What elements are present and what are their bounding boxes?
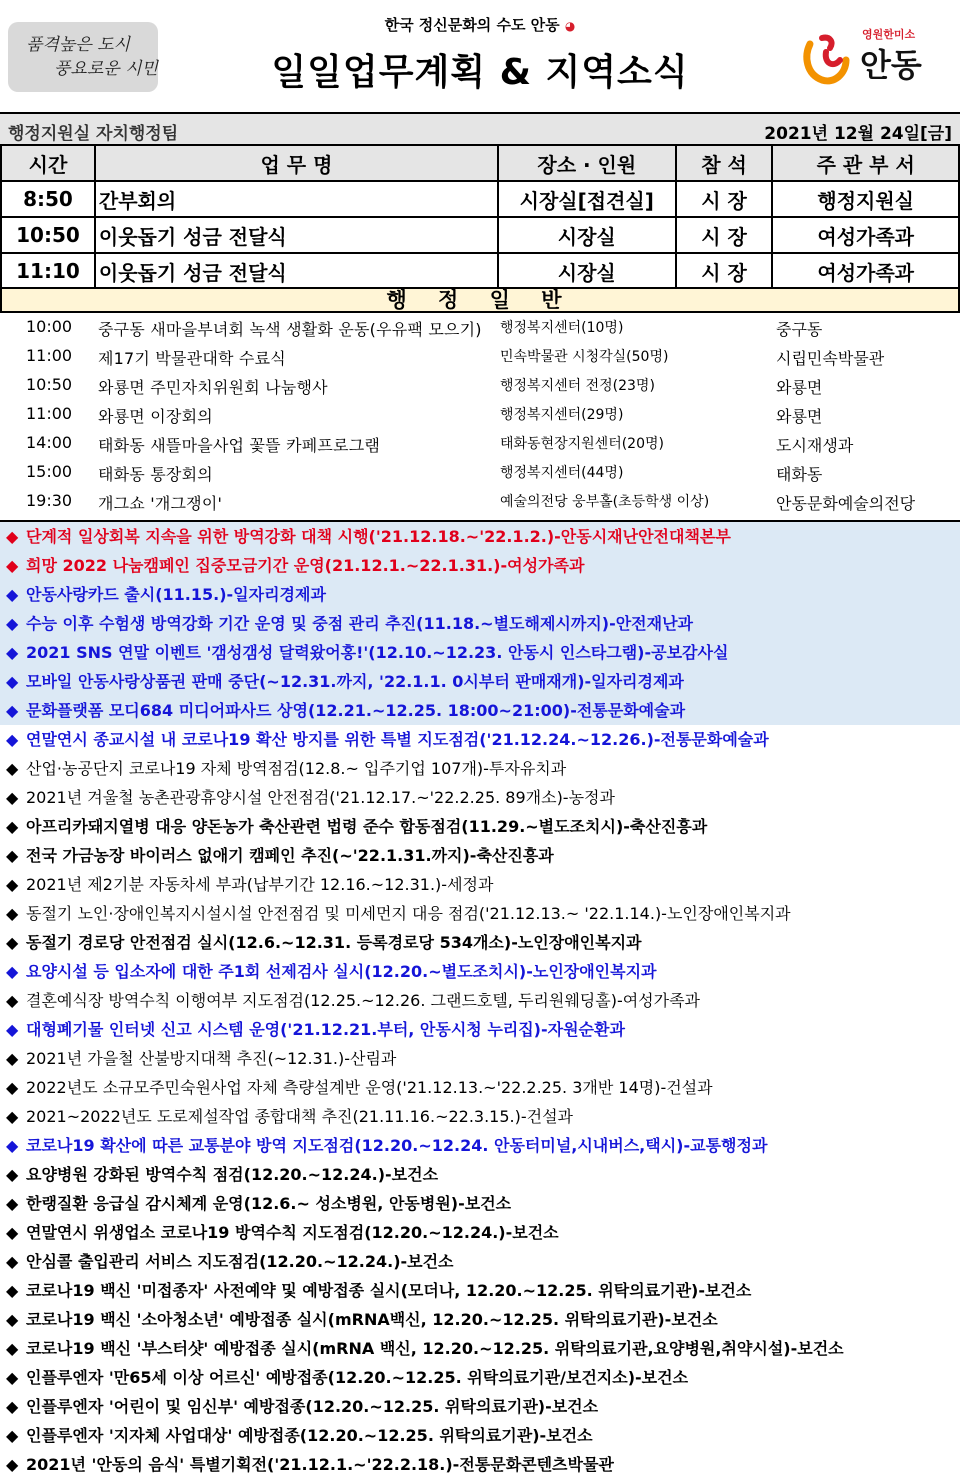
notice-text: 희망 2022 나눔캠페인 집중모금기간 운영(21.12.1.~22.1.31.)-여성가족과: [26, 556, 585, 575]
notice-text: 코로나19 백신 '미접종자' 사전예약 및 예방접종 실시(모더나, 12.20.~12.25. 위탁의료기관)-보건소: [26, 1281, 752, 1300]
schedule-table: [0, 144, 960, 290]
notice-item: [0, 783, 960, 812]
notice-text: 안심콜 출입관리 서비스 지도점검(12.20.~12.24.)-보건소: [26, 1252, 454, 1271]
diamond-bullet-icon: ◆: [6, 1136, 19, 1155]
notice-item: [0, 1044, 960, 1073]
diamond-bullet-icon: ◆: [6, 817, 19, 836]
schedule-row: [1, 253, 959, 289]
schedule-row: [1, 181, 959, 217]
notice-item: [0, 725, 960, 754]
diamond-bullet-icon: ◆: [6, 846, 19, 865]
diamond-bullet-icon: ◆: [6, 875, 19, 894]
schedule-header-row: [1, 145, 959, 181]
diamond-bullet-icon: ◆: [6, 1049, 19, 1068]
diamond-bullet-icon: ◆: [6, 643, 19, 662]
andong-logo-icon: [800, 30, 852, 86]
notice-text: 산업·농공단지 코로나19 자체 방역점검(12.8.~ 입주기업 107개)-투자유치과: [26, 759, 567, 778]
notice-text: 수능 이후 수험생 방역강화 기간 운영 및 중점 관리 추진(11.18.~별도해제시까지)-안전재난과: [26, 614, 693, 633]
schedule-dept: 여성가족과: [772, 253, 959, 289]
diamond-bullet-icon: ◆: [6, 1194, 19, 1213]
notice-item: [0, 1015, 960, 1044]
header-task: 업 무 명: [95, 145, 498, 181]
admin-place: 행정복지센터(10명): [500, 320, 624, 336]
notice-item: [0, 1160, 960, 1189]
notice-text: 대형폐기물 인터넷 신고 시스템 운영('21.12.21.부터, 안동시청 누리집)-자원순환과: [26, 1020, 625, 1039]
admin-dept: 중구동: [776, 320, 823, 339]
notice-text: 코로나19 백신 '소아청소년' 예방접종 실시(mRNA백신, 12.20.~12.25. 위탁의료기관)-보건소: [26, 1310, 718, 1329]
notice-text: 한랭질환 응급실 감시체계 운영(12.6.~ 성소병원, 안동병원)-보건소: [26, 1194, 512, 1213]
diamond-bullet-icon: ◆: [6, 962, 19, 981]
notice-text: 단계적 일상회복 지속을 위한 방역강화 대책 시행('21.12.18.~'22.1.2.)-안동시재난안전대책본부: [26, 527, 731, 546]
admin-dept: 와룡면: [776, 378, 823, 397]
admin-place: 행정복지센터(29명): [500, 407, 624, 423]
diamond-bullet-icon: ◆: [6, 1426, 19, 1445]
notice-text: 인플루엔자 '어린이 및 임신부' 예방접종(12.20.~12.25. 위탁의료기관)-보건소: [26, 1397, 599, 1416]
admin-row: [0, 429, 960, 458]
admin-row: [0, 400, 960, 429]
header-dept: 주 관 부 서: [772, 145, 959, 181]
notice-text: 요양병원 강화된 방역수칙 점검(12.20.~12.24.)-보건소: [26, 1165, 439, 1184]
diamond-bullet-icon: ◆: [6, 1165, 19, 1184]
city-logo: [800, 26, 930, 90]
admin-dept: 와룡면: [776, 407, 823, 426]
diamond-bullet-icon: ◆: [6, 1455, 19, 1474]
admin-name: 와룡면 이장회의: [98, 407, 213, 426]
notice-item: [0, 870, 960, 899]
notice-text: 2021년 가을철 산불방지대책 추진(~12.31.)-산림과: [26, 1049, 397, 1068]
notice-text: 2022년도 소규모주민숙원사업 자체 측량설계반 운영('21.12.13.~'22.2.25. 3개반 14명)-건설과: [26, 1078, 713, 1097]
diamond-bullet-icon: ◆: [6, 1252, 19, 1271]
admin-name: 태화동 새뜰마을사업 꽃뜰 카페프로그램: [98, 436, 381, 455]
header-time: 시간: [1, 145, 95, 181]
logo-city-name: 안동: [860, 46, 922, 84]
schedule-place: 시장실: [498, 217, 676, 253]
admin-time: 19:30: [26, 491, 73, 510]
admin-row: [0, 371, 960, 400]
diamond-bullet-icon: ◆: [6, 672, 19, 691]
admin-row: [0, 458, 960, 487]
admin-time: 11:00: [26, 404, 73, 423]
date-label: 2021년 12월 24일[금]: [764, 124, 952, 144]
notice-text: 2021년 겨울철 농촌관광휴양시설 안전점검('21.12.17.~'22.2.25. 89개소)-농정과: [26, 788, 615, 807]
admin-time: 14:00: [26, 433, 73, 452]
notice-item: [0, 1102, 960, 1131]
notice-item: [0, 986, 960, 1015]
page-title: 일일업무계획 & 지역소식: [271, 52, 689, 93]
notice-item: [0, 1189, 960, 1218]
slogan-line-1: 품격높은 도시: [26, 35, 130, 55]
admin-time: 11:00: [26, 346, 73, 365]
admin-row: [0, 487, 960, 516]
notice-list: [0, 520, 960, 1474]
notice-item: [0, 957, 960, 986]
notice-text: 문화플랫폼 모디684 미디어파사드 상영(12.21.~12.25. 18:00~21:00)-전통문화예술과: [26, 701, 686, 720]
schedule-place: 시장실: [498, 253, 676, 289]
schedule-dept: 행정지원실: [772, 181, 959, 217]
notice-text: 2021~2022년도 도로제설작업 종합대책 추진(21.11.16.~22.3.15.)-건설과: [26, 1107, 574, 1126]
admin-row: [0, 342, 960, 371]
notice-item: [0, 1276, 960, 1305]
header-place: 장소 · 인원: [498, 145, 676, 181]
notice-item: [0, 899, 960, 928]
schedule-time: 11:10: [1, 253, 95, 289]
schedule-place: 시장실[접견실]: [498, 181, 676, 217]
schedule-time: 8:50: [1, 181, 95, 217]
schedule-task: 간부회의: [95, 181, 498, 217]
notice-item: [0, 1450, 960, 1474]
admin-time: 10:00: [26, 317, 73, 336]
diamond-bullet-icon: ◆: [6, 1223, 19, 1242]
notice-item: [0, 1131, 960, 1160]
schedule-task: 이웃돕기 성금 전달식: [95, 217, 498, 253]
diamond-bullet-icon: ◆: [6, 1281, 19, 1300]
diamond-bullet-icon: ◆: [6, 904, 19, 923]
diamond-bullet-icon: ◆: [6, 585, 19, 604]
notice-text: 결혼예식장 방역수칙 이행여부 지도점검(12.25.~12.26. 그랜드호텔, 두리원웨딩홀)-여성가족과: [26, 991, 701, 1010]
notice-text: 연말연시 위생업소 코로나19 방역수칙 지도점검(12.20.~12.24.)-보건소: [26, 1223, 559, 1242]
notice-text: 인플루엔자 '만65세 이상 어르신' 예방접종(12.20.~12.25. 위탁의료기관/보건지소)-보건소: [26, 1368, 689, 1387]
notice-text: 코로나19 백신 '부스터샷' 예방접종 실시(mRNA 백신, 12.20.~12.25. 위탁의료기관,요양병원,취약시설)-보건소: [26, 1339, 844, 1358]
schedule-attend: 시 장: [676, 253, 773, 289]
admin-place: 행정복지센터 전정(23명): [500, 378, 655, 394]
diamond-bullet-icon: ◆: [6, 730, 19, 749]
notice-item: [0, 667, 960, 696]
diamond-bullet-icon: ◆: [6, 991, 19, 1010]
notice-item: [0, 754, 960, 783]
notice-text: 안동사랑카드 출시(11.15.)-일자리경제과: [26, 585, 326, 604]
notice-text: 코로나19 확산에 따른 교통분야 방역 지도점검(12.20.~12.24. 안동터미널,시내버스,택시)-교통행정과: [26, 1136, 768, 1155]
admin-dept: 안동문화예술의전당: [776, 494, 916, 513]
notice-text: 연말연시 종교시설 내 코로나19 확산 방지를 위한 특별 지도점검('21.12.24.~12.26.)-전통문화예술과: [26, 730, 769, 749]
admin-place: 예술의전당 웅부홀(초등학생 이상): [500, 494, 710, 510]
schedule-attend: 시 장: [676, 181, 773, 217]
admin-name: 와룡면 주민자치위원회 나눔행사: [98, 378, 328, 397]
admin-dept: 태화동: [776, 465, 823, 484]
notice-item: [0, 841, 960, 870]
schedule-task: 이웃돕기 성금 전달식: [95, 253, 498, 289]
notice-text: 동절기 노인·장애인복지시설시설 안전점검 및 미세먼지 대응 점검('21.12.13.~ '22.1.14.)-노인장애인복지과: [26, 904, 791, 923]
admin-list: [0, 313, 960, 517]
notice-item: [0, 551, 960, 580]
notice-item: [0, 522, 960, 551]
diamond-bullet-icon: ◆: [6, 1310, 19, 1329]
header-attend: 참 석: [676, 145, 773, 181]
admin-name: 제17기 박물관대학 수료식: [98, 349, 286, 368]
notice-text: 2021년 '안동의 음식' 특별기획전('21.12.1.~'22.2.18.)-전통문화콘텐츠박물관: [26, 1455, 614, 1474]
diamond-bullet-icon: ◆: [6, 1339, 19, 1358]
notice-item: [0, 696, 960, 725]
notice-item: [0, 1073, 960, 1102]
diamond-bullet-icon: ◆: [6, 556, 19, 575]
admin-name: 중구동 새마을부녀회 녹색 생활화 운동(우유팩 모으기): [98, 320, 482, 339]
notice-text: 2021 SNS 연말 이벤트 '갬성갬성 달력왔어홍!'(12.10.~12.23. 안동시 인스타그램)-공보감사실: [26, 643, 729, 662]
schedule-time: 10:50: [1, 217, 95, 253]
notice-item: [0, 812, 960, 841]
diamond-bullet-icon: ◆: [6, 933, 19, 952]
subtitle-text: 한국 정신문화의 수도 안동: [384, 16, 560, 34]
admin-dept: 시립민속박물관: [776, 349, 885, 368]
admin-place: 민속박물관 시청각실(50명): [500, 349, 669, 365]
notice-text: 동절기 경로당 안전점검 실시(12.6.~12.31. 등록경로당 534개소)-노인장애인복지과: [26, 933, 642, 952]
eye-icon: ◕: [564, 19, 576, 33]
admin-row: [0, 313, 960, 342]
notice-item: [0, 609, 960, 638]
notice-item: [0, 1305, 960, 1334]
diamond-bullet-icon: ◆: [6, 759, 19, 778]
notice-text: 요양시설 등 입소자에 대한 주1회 선제검사 실시(12.20.~별도조치시)-노인장애인복지과: [26, 962, 657, 981]
admin-name: 개그쇼 '개그쟁이': [98, 494, 223, 513]
slogan-line-2: 풍요로운 시민: [54, 59, 158, 79]
notice-item: [0, 1247, 960, 1276]
admin-time: 10:50: [26, 375, 73, 394]
diamond-bullet-icon: ◆: [6, 527, 19, 546]
notice-item: [0, 928, 960, 957]
admin-place: 태화동현장지원센터(20명): [500, 436, 664, 452]
notice-item: [0, 1334, 960, 1363]
notice-text: 아프리카돼지열병 대응 양돈농가 축산관련 법령 준수 합동점검(11.29.~별도조치시)-축산진흥과: [26, 817, 708, 836]
schedule-attend: 시 장: [676, 217, 773, 253]
notice-item: [0, 1421, 960, 1450]
notice-item: [0, 638, 960, 667]
diamond-bullet-icon: ◆: [6, 788, 19, 807]
schedule-dept: 여성가족과: [772, 217, 959, 253]
notice-text: 모바일 안동사랑상품권 판매 중단(~12.31.까지, '22.1.1. 0시부터 판매재개)-일자리경제과: [26, 672, 684, 691]
diamond-bullet-icon: ◆: [6, 1107, 19, 1126]
diamond-bullet-icon: ◆: [6, 614, 19, 633]
diamond-bullet-icon: ◆: [6, 1078, 19, 1097]
notice-text: 전국 가금농장 바이러스 없애기 캠페인 추진(~'22.1.31.까지)-축산진흥과: [26, 846, 554, 865]
notice-item: [0, 1363, 960, 1392]
diamond-bullet-icon: ◆: [6, 1368, 19, 1387]
diamond-bullet-icon: ◆: [6, 701, 19, 720]
notice-item: [0, 1392, 960, 1421]
notice-text: 2021년 제2기분 자동차세 부과(납부기간 12.16.~12.31.)-세정과: [26, 875, 494, 894]
header: [0, 0, 960, 108]
diamond-bullet-icon: ◆: [6, 1397, 19, 1416]
schedule-row: [1, 217, 959, 253]
section-title: 행 정 일 반: [0, 287, 960, 313]
logo-slogan: 영원한미소: [862, 28, 916, 41]
notice-item: [0, 1218, 960, 1247]
admin-dept: 도시재생과: [776, 436, 854, 455]
notice-text: 인플루엔자 '지자체 사업대상' 예방접종(12.20.~12.25. 위탁의료기관)-보건소: [26, 1426, 593, 1445]
admin-place: 행정복지센터(44명): [500, 465, 624, 481]
admin-time: 15:00: [26, 462, 73, 481]
department-label: 행정지원실 자치행정팀: [8, 124, 179, 144]
diamond-bullet-icon: ◆: [6, 1020, 19, 1039]
admin-name: 태화동 통장회의: [98, 465, 213, 484]
notice-item: [0, 580, 960, 609]
info-bar: [0, 112, 960, 144]
